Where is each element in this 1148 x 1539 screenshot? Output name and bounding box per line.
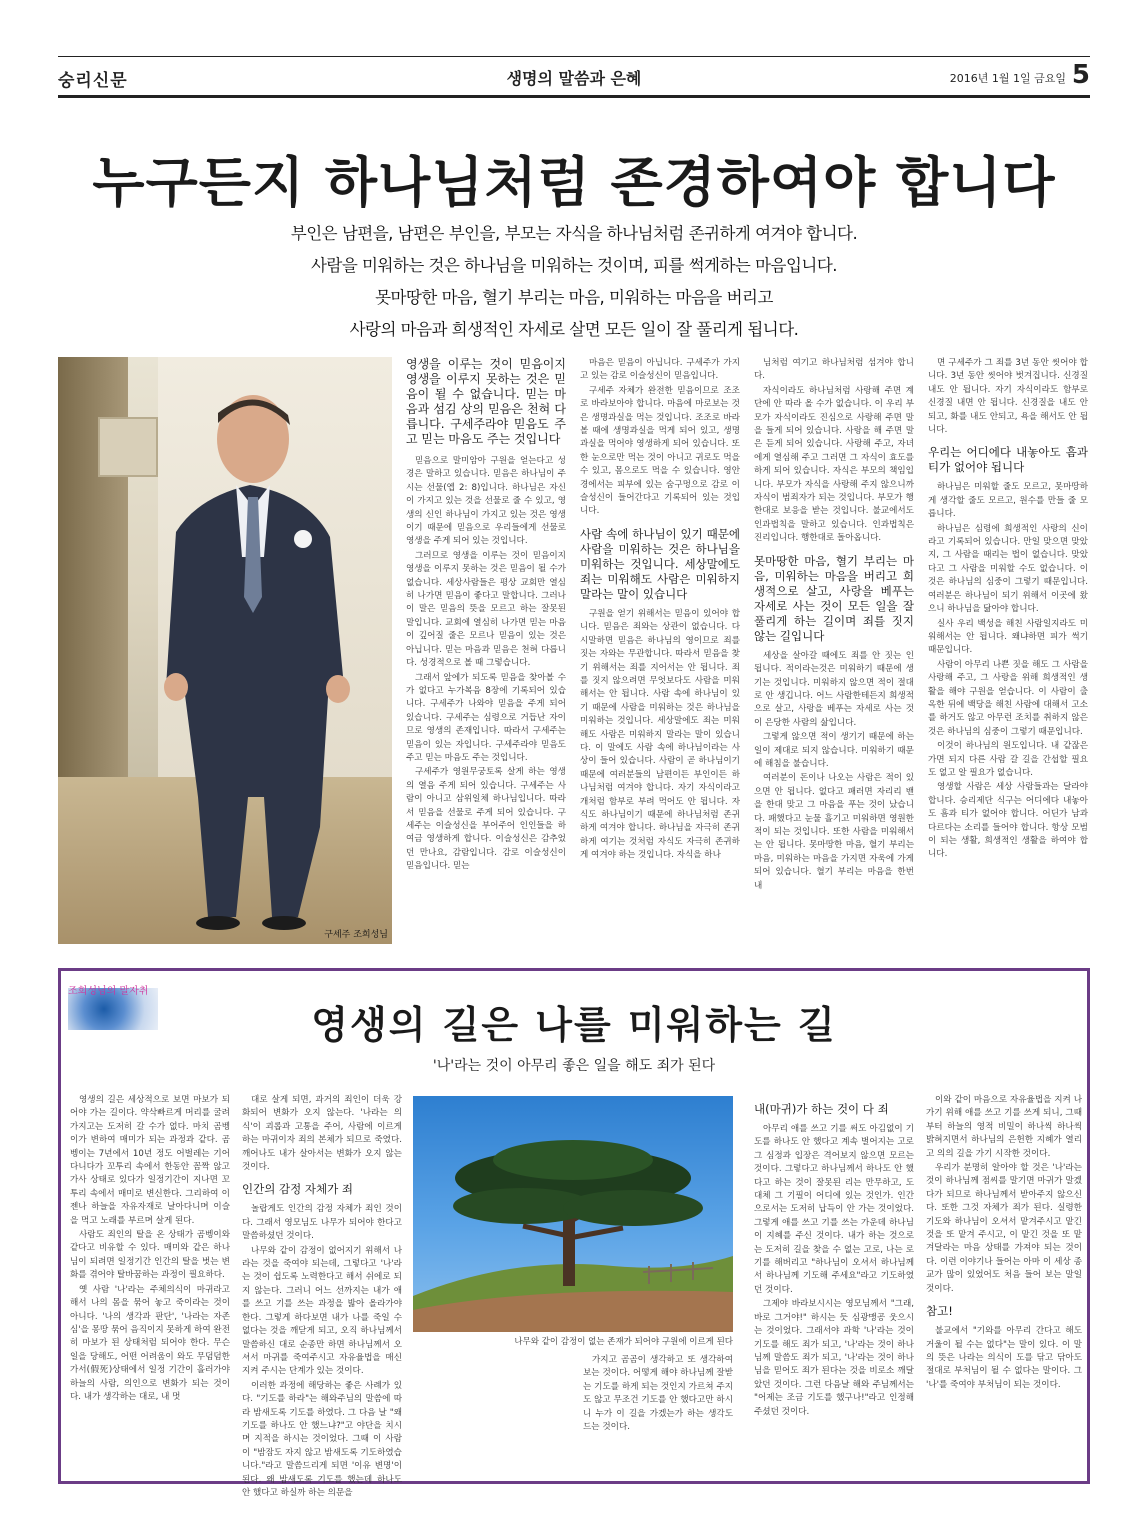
masthead (58, 58, 1090, 98)
portrait-photo (58, 357, 392, 944)
paragraph: 면 구세주가 그 죄를 3년 동안 씻어야 합니다. 3년 동안 씻어야 벗겨집니다. 신경질 내도 안 됩니다. 자기 자식이라도 함부로 신경질 내면 안 됩니다. 신경질을 내도 안되고, 화를 내도 안되고, 욕을 해서도 안 됩니다. (928, 358, 1088, 436)
pine-tree-illustration (413, 1096, 733, 1332)
paragraph: 구원을 얻기 위해서는 믿음이 있어야 합니다. 믿음은 죄와는 상관이 없습니다. 다시말하면 믿음은 하나님의 영이므로 죄를 짓는 자와는 무관합니다. 따라서 믿음을 찾기 위해서는 죄를 지어서는 안 됩니다. 죄를 짓지 않으려면 무엇보다도 사람을 미워해서는 안 됩니다. 사람 속에 하나님이 있기 때문에 사람을 미워하는 것은 하나님을 미워하는 것입니다. 세상말에도 죄는 미워해도 사람은 미워하지 말라는 말이 있습니다. 이 말에도 사람 속에 하나님이라는 사상이 들어 있습니다. 사람이 곧 하나님이기 때문에 여러분들의 남편이든 부인이든 하나님처럼 여겨야 합니다. 자기 자식이라고 개처럼 함부로 부려 먹어도 안 됩니다. 자식도 하나님이기 때문에 하나님처럼 존귀하게 여겨야 합니다. 하나님을 자극히 존귀하게 여기는 것처럼 자식도 자극히 존귀하게 여겨야 하는 것입니다. 자식을 하나 (580, 608, 740, 861)
feature-column-1 (70, 1094, 230, 1474)
column-subhead: 내(마귀)가 하는 것이 다 죄 (754, 1102, 889, 1116)
paragraph: 구세주 자체가 완전한 믿음이므로 조조로 바라보아야 합니다. 마음에 마로보는 것은 생명과실을 먹는 것입니다. 조조로 바라볼 때에 생명과실을 먹게 되어 있고, 생명과실을 먹어야 영생하게 되어 있습니다. 또한 눈으로만 먹는 것이 아니고 귀로도 먹을 수 있고, 몸으로도 먹을 수 있습니다. 영안경에서는 피부에 있는 숨구멍으로 감로 이슬성신이 들어간다고 기록되어 있는 것입니다. (580, 385, 740, 517)
masthead-top-rule (58, 56, 1090, 57)
paragraph: 영생할 사람은 세상 사람들과는 달라야 합니다. 승리제단 식구는 어디에다 내놓아도 흠과 티가 없어야 합니다. 어딘가 남과 다르다는 소리를 들어야 합니다. 항상 모범이 되는 생활, 희생적인 생활을 하여야 합니다. (928, 782, 1088, 860)
paragraph: 가지고 곰곰이 생각하고 또 생각하여 보는 것이다. 어떻게 해야 하나님께 잘받는 기도를 하게 되는 것인지 가르쳐 주지도 않고 무조건 기도를 안 했다고만 하시니 누가 이 길을 가겠는가 하는 생각도 드는 것이다. (583, 1355, 733, 1433)
paragraph: 옛 사람 '나'라는 주체의식이 마귀라고 해서 나의 몸을 묶어 놓고 죽이라는 것이 아니다. '나의 생각과 판단', '나라는 자존심'을 몽땅 묶어 음직이지 못하게 하여 완전히 마보가 된 상태처럼 되어야 한다. 무슨 일을 당해도, 어떤 어려움이 와도 무덤덤한 가서(假死)상태에서 일정 기간이 흘러가야 하늘의 사람, 의인으로 변화가 되는 것이다. 내가 생각하는 대로, 내 멋 (70, 1284, 230, 1402)
deck-line: 못마땅한 마음, 혈기 부리는 마음, 미워하는 마음을 버리고 (375, 288, 773, 307)
paragraph: 이와 같이 마음으로 자유율법을 지켜 나가기 위해 애를 쓰고 기를 쓰게 되니, 그때부터 하늘의 영적 비밀이 하나씩 하나씩 밝혀지면서 하나님의 은헌한 지혜가 열리고 의의 길을 가기 시작한 것이다. (926, 1095, 1082, 1159)
column-subhead: 사람 속에 하나님이 있기 때문에 사람을 미워하는 것은 하나님을 미워하는 것입니다. 세상말에도 죄는 미워해도 사람은 미워하지 말라는 말이 있습니다 (580, 526, 740, 601)
paragraph: 대로 살게 되면, 과거의 죄인이 더욱 강화되어 변화가 오지 않는다. '나라는 의식'이 괴롭과 고통을 주어, 사람에 이르게 하는 마귀이자 죄의 본체가 되므로 죽였다. 깨어나도 내가 살아서는 변화가 오지 않는 것이다. (242, 1095, 402, 1173)
feature-subtitle: '나'라는 것이 아무리 좋은 일을 해도 죄가 된다 (432, 1058, 716, 1074)
paragraph: 자식이라도 하나님처럼 사랑해 주면 계단에 안 따라 올 수가 없습니다. 이 우리 부모가 자식이라도 진심으로 사랑해 주면 말을 들게 되어 있습니다. 사랑을 해 주면 말은 듣게 되어 있습니다. 사랑해 주고, 자녀에게 열심해 주고 그러면 그 자식이 효도를 하게 되어 있습니다. 자식은 부모의 책임입니다. 부모가 자식을 사랑해 주지 않으니까 자식이 범죄자가 되는 것입니다. 부모가 행한대로 보응을 받는 것입니다. 불교에서도 인과법칙을 말하고 있습니다. 인과법칙은 진리입니다. 행한대로 돌아옵니다. (754, 385, 914, 544)
main-headline: 누구든지 하나님처럼 존경하여야 합니다 (92, 150, 1056, 214)
section-name: 생명의 말씀과 은혜 (506, 69, 642, 88)
feature-column-3 (583, 1354, 733, 1474)
paragraph: 놀랍게도 인간의 감정 자체가 죄인 것이다. 그래서 영모님도 나무가 되어야 한다고 말씀하셨던 것이다. (242, 1204, 402, 1242)
page-number: 5 (1071, 60, 1090, 90)
man-in-suit-figure (58, 357, 392, 944)
feature-column-4 (754, 1094, 914, 1474)
issue-date: 2016년 1월 1일 금요일 (949, 72, 1066, 85)
paragraph: 아무리 애를 쓰고 기를 써도 아김없이 기도를 하나도 안 했다고 계속 벌어지는 고로 그 심정과 입장은 격어보지 않으면 모르는 것이다. 그렇다고 하나님께서 하나도 안 했다고 하는 것이 잘못된 리는 만무하고, 도대체 그 기필이 어디에 있는 것인가. 인간으로서는 도저히 납득이 안 가는 것이었다. 그렇게 애를 쓰고 기를 쓰는 가운데 하나님이 지혜를 주신 것이다. 내가 하는 것으로는 도저히 길을 찾을 수 없는 고로, 나는 로기를 해버리고 "하나님이 오셔서 하나님께서 하나님께 기도해 주세요"라고 기도하였던 것이다. (754, 1124, 914, 1295)
article-column-3 (754, 357, 914, 947)
deck-line: 사람을 미워하는 것은 하나님을 미워하는 것이며, 피를 썩게하는 마음입니다. (310, 256, 838, 275)
pine-tree-photo (413, 1096, 733, 1332)
paragraph: 우리가 분명히 알아야 할 것은 '나'라는 것이 하나님께 점씨를 말기면 마귀가 말겠다가 되므로 하나님께서 받아주지 않으신다. 또한 그것 자체가 죄가 된다. 실령한 기도와 하나님이 오셔서 맡겨주시고 맡긴 것을 또 맡겨 주시고, 이 맡긴 것을 또 맡겨달라는 마음 상태를 가져야 되는 것이다. 이런 이야기나 들어는 아마 이 세상 종교가 많이 있었어도 처음 들어 보는 말일 것이다. (926, 1163, 1082, 1294)
feature-column-5 (926, 1094, 1082, 1474)
note-heading: 참고! (926, 1304, 953, 1319)
paragraph: 불교에서 "기와를 아무리 간다고 해도 거울이 될 수는 없다"는 말이 있다. 이 말의 뜻은 나라는 의식이 도를 닦고 닦아도 절대로 부처님이 될 수 없다는 말이다. 그 '나'를 죽여야 부처님이 되는 것이다. (926, 1326, 1082, 1390)
column-subhead: 못마땅한 마음, 혈기 부리는 마음, 미워하는 마음을 버리고 희생적으로 살고, 사랑을 베푸는 자세로 사는 것이 모든 일을 잘 풀리게 하는 길이며 죄를 짓지 않는 길입니다 (754, 553, 914, 643)
feature-title: 영생의 길은 나를 미워하는 길 (311, 1002, 837, 1047)
column-lead: 영생을 이루는 것이 믿음이지 영생을 이루지 못하는 것은 믿음이 될 수 없습니다. 믿는 마음과 섬김 상의 믿음은 천혀 다릅니다. 구세주라야 믿음도 주고 믿는 마음도 주는 것입니다 (406, 357, 566, 446)
paragraph: 하나님은 심령에 희생적인 사랑의 신이라고 기록되어 있습니다. 만일 맞으면 맞았지, 그 사람을 때리는 법이 없습니다. 맞았다고 그 사람을 미워할 수도 없습니다. 이것은 하나님의 심중이 그렇기 때문입니다. 여러분은 하나님이 되기 위해서 이곳에 왔으니 하나님을 닮아야 합니다. (928, 523, 1088, 615)
deck-line: 부인은 남편을, 남편은 부인을, 부모는 자식을 하나님처럼 존귀하게 여겨야 합니다. (290, 224, 858, 243)
paragraph: 님처럼 여기고 하나님처럼 섬겨야 합니다. (754, 358, 914, 382)
column-subhead: 우리는 어디에다 내놓아도 흠과 티가 없어야 됩니다 (928, 445, 1088, 475)
paragraph: 실사 우리 백성을 해친 사람일지라도 미워해서는 안 됩니다. 왜냐하면 피가 썩기 때문입니다. (928, 618, 1088, 656)
paragraph: 구세주가 영원무궁토록 살게 하는 영생의 열음 주게 되어 있습니다. 구세주는 사람이 아니고 삼위일체 하나님입니다. 따라서 믿음을 선물로 주게 되어 있습니다. 구세주는 이슬성신을 부어주어 인인들을 하여금 영생하게 합니다. 이슬성신은 감추었던 만나요, 감람입니다. 감로 이슬성신이 믿음입니다. 믿는 (406, 767, 566, 872)
paragraph: 세상을 살아갈 때에도 죄를 안 짓는 인 됩니다. 적이라는것은 미워하기 때문에 생기는 것입니다. 미워하지 않으면 적이 절대로 안 생깁니다. 어느 사람한테든지 희생적으로 살고, 사랑을 베푸는 자세로 사는 것이 은당한 사람의 삶입니다. (754, 650, 914, 728)
paragraph: 사람도 죄인의 탈을 온 상태가 곰벵이와 같다고 비유할 수 있다. 매미와 같은 하나님이 되려면 일정기간 인간의 탈을 벗는 변화를 겪어야 탈바꿈하는 과정이 필요하다. (70, 1230, 230, 1281)
article-column-2 (580, 357, 740, 947)
article-column-4 (928, 357, 1088, 947)
portrait-caption: 구세주 조희성님 (324, 930, 388, 940)
paragraph: 마음은 믿음이 아닙니다. 구세주가 가지고 있는 감로 이슬성신이 믿음입니다. (580, 358, 740, 382)
column-subhead: 인간의 감정 자체가 죄 (242, 1182, 353, 1197)
headline-deck (140, 218, 1008, 346)
paragraph: 그러므로 영생을 이루는 것이 믿음이지 영생을 이루지 못하는 것은 믿음이 될 수가 없습니다. 세상사람들은 평상 교회만 열심히 나가면 믿음이 좋다고 말합니다. 그러나 이 말은 믿음의 뜻을 모르고 하는 잘못된 말입니다. 교회에 열심히 나가면 믿는 마음이 깊어질 줄은 모르나 믿음이 있는 것은 아닙니다. 믿는 마음과 믿음은 천혀 다릅니다. 성경적으로 볼 때 그렇습니다. (406, 550, 566, 669)
paragraph: 그렇게 않으면 적이 생기기 때문에 하는 일이 제대로 되지 않습니다. 미워하기 때문에 해침을 불습니다. (754, 732, 914, 769)
feature-label: 조희성님의 말자취 (68, 986, 149, 997)
paragraph: 영생의 길은 세상적으로 보면 마보가 되어야 가는 길이다. 약삭빠르게 머리를 굴려가지고는 도저히 갈 수가 없다. 마치 곰벵이가 변하여 매미가 되는 과정과 같다. 곰벵이는 7년에서 10년 정도 어벌레는 기어 다니다가 꼬투리 속에서 한동안 꼼짝 않고 가사 상태로 있다가 일정기간이 지나면 꼬투리 속에서 매미로 변신한다. 그리하여 이젠나 하늘을 자유자재로 날아다니며 이슬을 먹고 노래를 부르며 살게 된다. (70, 1095, 230, 1226)
paragraph: 하나님은 미워할 줄도 모르고, 못마땅하게 생각할 줄도 모르고, 원수를 만들 줄 모릅니다. (928, 482, 1088, 520)
paragraph: 이것이 하나님의 원도입니다. 내 같잖은 가면 되지 다른 사람 갈 길을 간섭할 필요도 없고 알 필요가 없습니다. (928, 741, 1088, 778)
paragraph: 그제야 바라보시시는 영모님께서 "그래, 바로 그거야!" 하시는 듯 심광맹공 웃으시는 것이었다. 그래서야 과학 '나'라는 것이 기도를 해도 죄가 되고, '나'라는 것이 하나님께 말씀도 죄가 되고, '나'라는 것이 하나님을 믿어도 죄가 된다는 것을 비로소 깨달았던 것이다. 그런 다음날 해와 주님께서는 "어제는 조금 기도를 했구나!"라고 인정해 주셨던 것이다. (754, 1299, 914, 1417)
paper-name: 숭리신문 (58, 71, 128, 91)
photo-caption: 나무와 같이 감정이 없는 존재가 되어야 구원에 이르게 된다 (514, 1337, 733, 1347)
feature-column-2 (242, 1094, 402, 1498)
feature-column-3a (413, 1354, 563, 1474)
article-column-1 (406, 357, 566, 947)
paragraph: 나무와 같이 감정이 없어지기 위해서 나라는 것을 죽여야 되는데, 그렇다고 '나'라는 것이 쉽도록 노력한다고 해서 쉬에로 되지 않는다. 그러니 어느 선까지는 내가 애를 쓰고 기를 쓰는 과정을 밟아 올라가야 한다. 그렇게 하다보면 내가 나를 죽일 수 없다는 것을 깨닫게 되고, 오직 하나님께서 말씀하신 대로 순종만 하면 하나님께서 오셔서 마귀를 죽여주시고 자유율법을 매신 지켜 주시는 단계가 있는 것이다. (242, 1245, 402, 1377)
paragraph: 그래서 앞에가 되도록 믿음을 찾아볼 수가 없다고 누가복음 8장에 기록되어 있습니다. 구세주가 나와야 믿음을 주게 되어 있습니다. 구세주는 심령으로 거듭난 자이므로 영생의 존재입니다. 따라서 구세주는 믿음이 있는 자입니다. 구세주라야 믿음도 주고 믿는 마음도 주는 것입니다. (406, 672, 566, 763)
paragraph: 믿음으로 말미암아 구원을 얻는다고 성경은 말하고 있습니다. 믿음은 하나님이 주시는 선물(엡 2: 8)입니다. 하나님은 자신이 가지고 있는 것을 선물로 줄 수 있고, 영생의 신인 하나님이 가지고 있는 것은 영생이기 때문에 믿음으로 우리들에게 선물로 영생을 주게 되어 있는 것입니다. (406, 456, 566, 547)
paragraph: 사람이 아무리 나쁜 짓을 해도 그 사람을 사랑해 주고, 그 사랑을 위해 희생적인 생활을 해야 구원을 얻습니다. 이 사람이 출옥한 뒤에 백당을 해친 사람에 대해서 고소를 하거도 않고 아무런 조치를 취하지 않은 것은 하나님의 심중이 그렇기 때문입니다. (928, 659, 1088, 737)
deck-line: 사랑의 마음과 희생적인 자세로 살면 모든 일이 잘 풀리게 됩니다. (349, 320, 799, 339)
paragraph: 여러분이 돈이나 나오는 사람은 적이 있으면 안 됩니다. 없다고 패러면 자리리 밴을 한대 맞고 그 마음을 푸는 것이 났습니다. 패했다고 눈물 흘기고 미워하면 영원한 적이 되는 것입니다. 또한 사람을 미워해서는 안 됩니다. 못마땅한 마음, 혈기 부리는 마음, 미워하는 마음을 가지면 자욱에 가게 되어 있습니다. 혈기 부리는 마음을 한번 내 (754, 773, 914, 891)
paragraph: 이러한 과정에 해당하는 좋은 사례가 있다. "기도를 하라"는 해와주님의 말씀에 따라 밤새도록 기도를 하였다. 그 다음 날 "왜 기도를 하나도 안 했느냐?"고 야단을 치시며 지적을 하시는 것이었다. 그때 이 사람이 "밤잠도 자지 않고 밤새도록 기도하였습니다."라고 말씀드리게 되면 '이유 변명'이 된다. 왜 밤새도록 기도를 했는데 하나도 안 했다고 하실까 하는 의문을 (242, 1380, 402, 1498)
